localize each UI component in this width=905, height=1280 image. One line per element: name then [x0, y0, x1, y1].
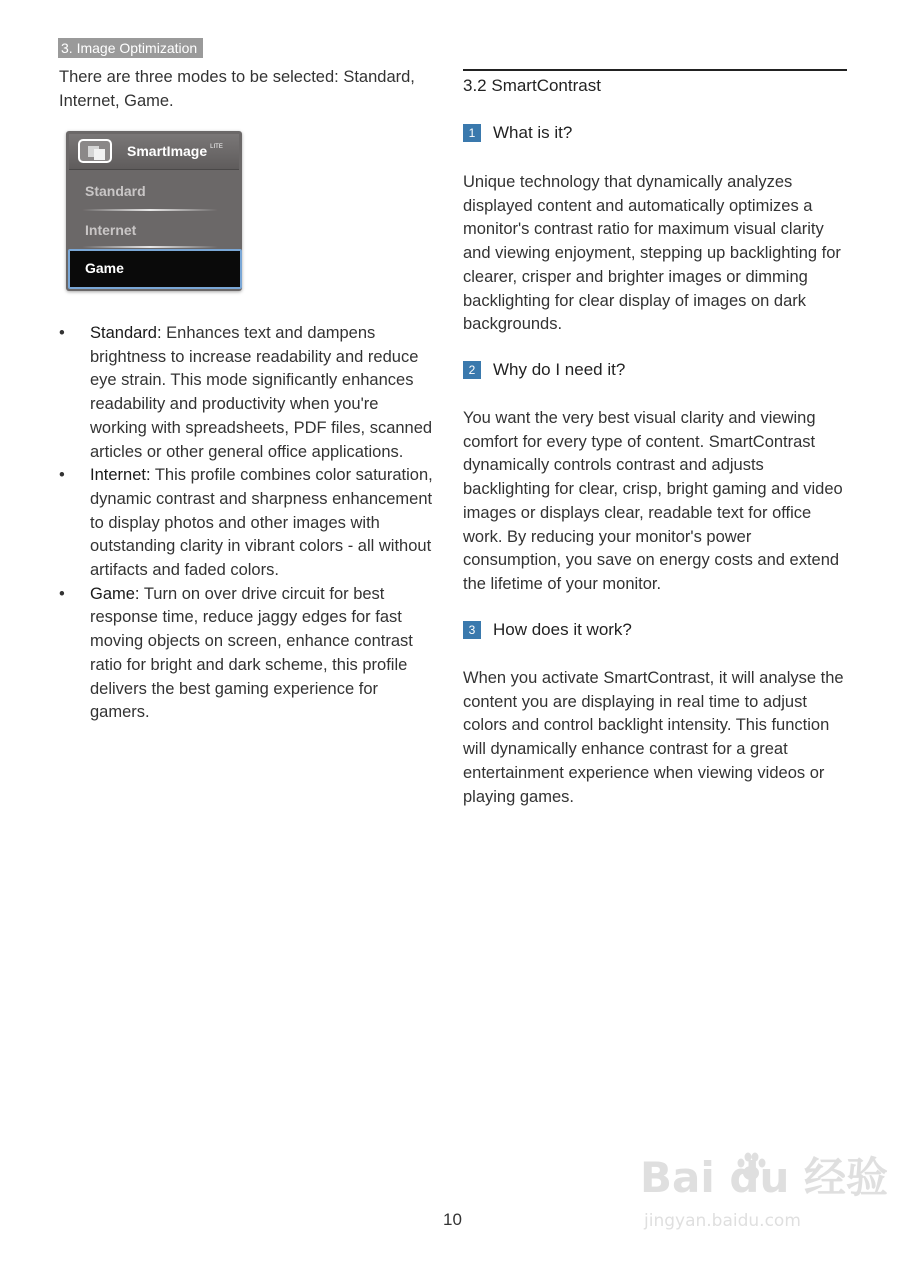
section-body: Unique technology that dynamically analyzes displayed content and automatically optimizes a monitor's contrast ratio for maximum visual clarity and viewing enjoyment, stepping up backlighting for clearer, crisper and brighter images or dimming backlighting for clear display of images on dark backgrounds. — [463, 173, 841, 334]
heading-text: Why do I need it? — [493, 360, 626, 379]
baidu-watermark — [640, 1145, 888, 1245]
section-body: You want the very best visual clarity and viewing comfort for every type of content. SmartContrast dynamically controls contrast and adjusts backlighting for clear, crisp, bright gaming and video images or displays clear, readable text for office work. By reducing your monitor's power consumption, you save on energy costs and extend the lifetime of your monitor. — [463, 409, 843, 593]
mode-desc: Turn on over drive circuit for best response time, reduce jaggy edges for fast moving objects on screen, enhance contrast ratio for bright and dark scheme, this profile delivers the best gaming experience for gamers. — [90, 584, 413, 722]
intro-text: There are three modes to be selected: Standard, Internet, Game. — [59, 68, 415, 110]
number-badge: 3 — [463, 621, 481, 639]
heading-text: What is it? — [493, 123, 573, 142]
watermark-url: jingyan.baidu.com — [644, 1211, 801, 1231]
section-subtitle: 3.2 SmartContrast — [463, 76, 601, 95]
osd-selected-label: Game — [85, 260, 124, 276]
question-heading — [463, 360, 625, 380]
heading-text: How does it work? — [493, 620, 632, 639]
section-rule — [463, 69, 847, 71]
paw-icon — [733, 1149, 769, 1185]
section-tag: 3. Image Optimization — [58, 38, 203, 58]
watermark-logo: Bai du 经验 — [640, 1153, 888, 1202]
osd-item-game-selected — [68, 249, 242, 289]
smartimage-logo-icon — [78, 139, 112, 163]
mode-term: Game: — [90, 584, 140, 603]
list-item: • Game: Turn on over drive circuit for best response time, reduce jaggy edges for fast moving objects on screen, enhance contrast ratio for bright and dark scheme, this profile delivers the best gaming experience for gamers. — [59, 584, 413, 722]
question-heading — [463, 123, 572, 143]
osd-title-text: SmartImage — [127, 143, 208, 159]
osd-title — [127, 143, 223, 159]
page-number: 10 — [443, 1210, 462, 1229]
mode-term: Internet: — [90, 466, 151, 485]
osd-title-sup: LITE — [210, 144, 223, 150]
list-item: • Standard: Enhances text and dampens brightness to increase readability and reduce eye strain. This mode significantly enhances readability and productivity when you're working with spreadsheets, PDF files, scanned articles or other general office applications. — [59, 324, 433, 461]
section-body: When you activate SmartContrast, it will analyse the content you are displaying in real time to adjust colors and control backlight intensity. This function will dynamically enhance contrast for a great entertainment experience when viewing videos or playing games. — [463, 669, 844, 806]
mode-term: Standard: — [90, 324, 162, 342]
number-badge: 2 — [463, 361, 481, 379]
mode-desc: Enhances text and dampens brightness to increase readability and reduce eye strain. This mode significantly enhances readability and productivity when you're working with spreadsheets, PDF files, scanned articles or other general office applications. — [90, 324, 433, 461]
list-item: • Internet: This profile combines color saturation, dynamic contrast and sharpness enhancement to display photos and other images with outstanding clarity in vibrant colors - all without artifacts and faded colors. — [59, 466, 433, 580]
number-badge: 1 — [463, 124, 481, 142]
modes-list — [59, 322, 439, 725]
question-heading — [463, 620, 632, 640]
mode-desc: This profile combines color saturation, dynamic contrast and sharpness enhancement to display photos and other images with outstanding clarity in vibrant colors - all without artifacts and faded colors. — [90, 466, 433, 580]
osd-header — [69, 134, 239, 170]
osd-item-standard: Standard — [85, 183, 146, 199]
osd-item-internet: Internet — [85, 222, 137, 238]
smartimage-osd-menu — [66, 131, 242, 291]
osd-separator — [82, 246, 218, 248]
osd-separator — [82, 209, 218, 211]
